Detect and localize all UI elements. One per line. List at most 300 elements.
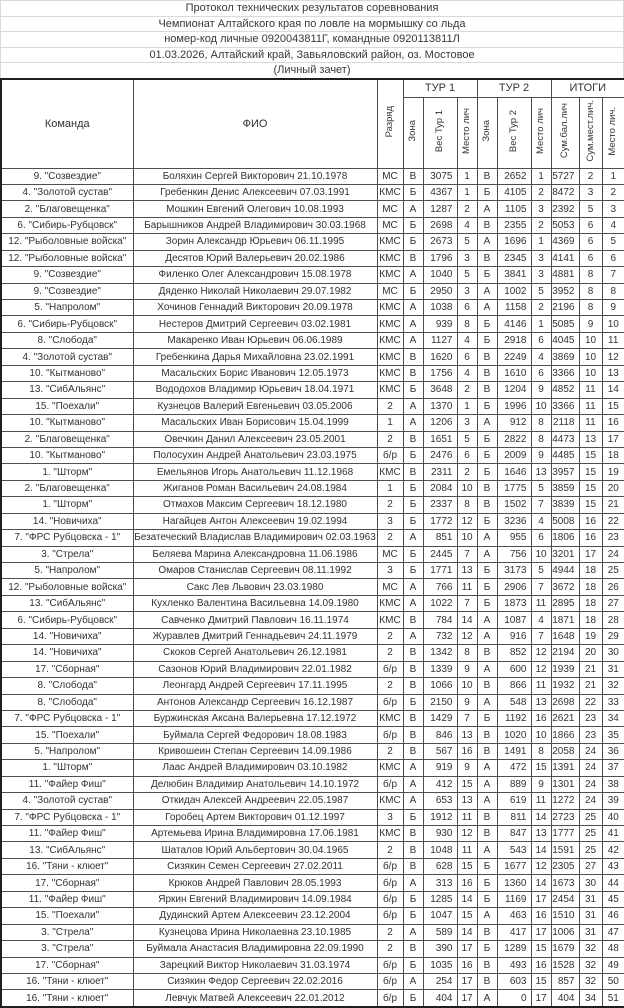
cell-sum-points: 3869 — [551, 349, 579, 365]
cell-weight-tour1: 254 — [423, 973, 457, 989]
cell-place-tour1: 9 — [457, 694, 477, 710]
cell-final-place: 25 — [602, 563, 624, 579]
cell-name: Сизякин Семен Сергеевич 27.02.2011 — [133, 858, 377, 874]
cell-weight-tour2: 2009 — [497, 447, 531, 463]
cell-place-tour1: 5 — [457, 431, 477, 447]
cell-zone-tour1: А — [403, 776, 423, 792]
cell-sum-points: 4369 — [551, 234, 579, 250]
cell-weight-tour2: 1360 — [497, 875, 531, 891]
cell-rank: 2 — [377, 431, 403, 447]
cell-final-place: 49 — [602, 957, 624, 973]
cell-name: Кузнецов Валерий Евгеньевич 03.05.2006 — [133, 398, 377, 414]
cell-zone-tour1: А — [403, 628, 423, 644]
cell-weight-tour2: 4105 — [497, 184, 531, 200]
cell-place-tour2: 15 — [531, 760, 551, 776]
cell-zone-tour1: Б — [403, 447, 423, 463]
cell-team: 2. "Благовещенка" — [1, 480, 133, 496]
cell-zone-tour1: А — [403, 760, 423, 776]
cell-sum-places: 25 — [579, 809, 602, 825]
cell-sum-points: 1939 — [551, 661, 579, 677]
cell-sum-places: 8 — [579, 283, 602, 299]
cell-team: 12. "Рыболовные войска" — [1, 579, 133, 595]
cell-rank: КМС — [377, 316, 403, 332]
cell-zone-tour1: А — [403, 595, 423, 611]
cell-weight-tour2: 1087 — [497, 612, 531, 628]
cell-zone-tour1: А — [403, 530, 423, 546]
cell-place-tour1: 13 — [457, 793, 477, 809]
cell-team: 16. "Тяни - клюет" — [1, 990, 133, 1007]
cell-name: Лаас Андрей Владимирович 03.10.1982 — [133, 760, 377, 776]
cell-place-tour1: 1 — [457, 184, 477, 200]
results-tbody — [1, 168, 624, 1007]
cell-place-tour2: 7 — [531, 579, 551, 595]
cell-final-place: 51 — [602, 990, 624, 1007]
table-row — [1, 398, 624, 414]
cell-zone-tour1: В — [403, 727, 423, 743]
cell-place-tour1: 2 — [457, 464, 477, 480]
cell-name: Гребенкин Денис Алексеевич 07.03.1991 — [133, 184, 377, 200]
cell-zone-tour2: Б — [477, 316, 497, 332]
table-row — [1, 332, 624, 348]
header-group-row — [1, 79, 624, 98]
cell-place-tour1: 3 — [457, 415, 477, 431]
cell-sum-points: 5085 — [551, 316, 579, 332]
cell-place-tour2: 15 — [531, 973, 551, 989]
cell-weight-tour1: 589 — [423, 924, 457, 940]
cell-team: 6. "Сибирь-Рубцовск" — [1, 316, 133, 332]
cell-zone-tour2: В — [477, 809, 497, 825]
cell-sum-points: 5727 — [551, 168, 579, 184]
cell-zone-tour2: А — [477, 530, 497, 546]
table-row — [1, 513, 624, 529]
cell-final-place: 47 — [602, 924, 624, 940]
cell-zone-tour1: А — [403, 300, 423, 316]
cell-place-tour2: 16 — [531, 710, 551, 726]
cell-final-place: 16 — [602, 415, 624, 431]
cell-rank: 2 — [377, 924, 403, 940]
cell-sum-points: 5053 — [551, 217, 579, 233]
cell-zone-tour1: В — [403, 710, 423, 726]
cell-place-tour1: 14 — [457, 891, 477, 907]
cell-place-tour2: 2 — [531, 300, 551, 316]
cell-sum-points: 3957 — [551, 464, 579, 480]
cell-place-tour2: 13 — [531, 826, 551, 842]
cell-zone-tour2: В — [477, 382, 497, 398]
cell-zone-tour2: А — [477, 661, 497, 677]
cell-weight-tour2: 3173 — [497, 563, 531, 579]
cell-place-tour2: 4 — [531, 513, 551, 529]
cell-place-tour1: 8 — [457, 316, 477, 332]
cell-zone-tour1: В — [403, 743, 423, 759]
cell-weight-tour1: 1620 — [423, 349, 457, 365]
cell-team: 5. "Напролом" — [1, 563, 133, 579]
cell-weight-tour2: 1002 — [497, 283, 531, 299]
cell-place-tour1: 9 — [457, 661, 477, 677]
cell-zone-tour1: В — [403, 826, 423, 842]
table-row — [1, 267, 624, 283]
cell-rank: КМС — [377, 595, 403, 611]
cell-final-place: 23 — [602, 530, 624, 546]
cell-weight-tour1: 1038 — [423, 300, 457, 316]
cell-sum-places: 11 — [579, 382, 602, 398]
cell-place-tour1: 3 — [457, 283, 477, 299]
cell-place-tour2: 1 — [531, 234, 551, 250]
cell-rank: б/р — [377, 694, 403, 710]
cell-rank: МС — [377, 201, 403, 217]
table-row — [1, 612, 624, 628]
cell-zone-tour1: А — [403, 924, 423, 940]
cell-sum-places: 18 — [579, 563, 602, 579]
cell-name: Кузнецова Ирина Николаевна 23.10.1985 — [133, 924, 377, 940]
cell-weight-tour2: 912 — [497, 415, 531, 431]
cell-place-tour2: 2 — [531, 184, 551, 200]
table-row — [1, 447, 624, 463]
cell-final-place: 40 — [602, 809, 624, 825]
cell-sum-points: 5008 — [551, 513, 579, 529]
cell-sum-places: 5 — [579, 201, 602, 217]
cell-team: 10. "Кытманово" — [1, 415, 133, 431]
cell-place-tour1: 11 — [457, 809, 477, 825]
cell-zone-tour2: В — [477, 924, 497, 940]
cell-sum-points: 4881 — [551, 267, 579, 283]
cell-zone-tour1: В — [403, 661, 423, 677]
cell-team: 9. "Созвездие" — [1, 267, 133, 283]
cell-place-tour2: 5 — [531, 283, 551, 299]
cell-final-place: 44 — [602, 875, 624, 891]
cell-sum-places: 20 — [579, 645, 602, 661]
cell-name: Боляхин Сергей Викторович 21.10.1978 — [133, 168, 377, 184]
cell-team: 16. "Тяни - клюет" — [1, 973, 133, 989]
table-row — [1, 858, 624, 874]
cell-place-tour1: 5 — [457, 267, 477, 283]
cell-weight-tour2: 1192 — [497, 710, 531, 726]
cell-name: Яркин Евгений Владимирович 14.09.1984 — [133, 891, 377, 907]
cell-sum-places: 13 — [579, 431, 602, 447]
cell-zone-tour2: Б — [477, 398, 497, 414]
cell-zone-tour1: Б — [403, 497, 423, 513]
cell-place-tour2: 6 — [531, 332, 551, 348]
cell-final-place: 31 — [602, 661, 624, 677]
cell-weight-tour1: 1796 — [423, 250, 457, 266]
cell-final-place: 36 — [602, 743, 624, 759]
cell-name: Откидач Алексей Андреевич 22.05.1987 — [133, 793, 377, 809]
cell-name: Сизякин Федор Сергеевич 22.02.2016 — [133, 973, 377, 989]
table-row — [1, 645, 624, 661]
cell-place-tour2: 17 — [531, 924, 551, 940]
cell-name: Левчук Матвей Алексеевич 22.01.2012 — [133, 990, 377, 1007]
cell-zone-tour1: В — [403, 349, 423, 365]
cell-weight-tour2: 4146 — [497, 316, 531, 332]
cell-sum-points: 1866 — [551, 727, 579, 743]
cell-sum-points: 3952 — [551, 283, 579, 299]
cell-team: 2. "Благовещенка" — [1, 201, 133, 217]
cell-weight-tour2: 417 — [497, 924, 531, 940]
cell-final-place: 2 — [602, 184, 624, 200]
cell-team: 13. "СибАльянс" — [1, 842, 133, 858]
cell-name: Отмахов Максим Сергеевич 18.12.1980 — [133, 497, 377, 513]
cell-sum-places: 31 — [579, 891, 602, 907]
table-row — [1, 826, 624, 842]
cell-weight-tour1: 1342 — [423, 645, 457, 661]
cell-weight-tour2: 2355 — [497, 217, 531, 233]
cell-name: Буржинская Аксана Валерьевна 17.12.1972 — [133, 710, 377, 726]
cell-name: Овечкин Данил Алексеевич 23.05.2001 — [133, 431, 377, 447]
cell-weight-tour1: 1287 — [423, 201, 457, 217]
cell-final-place: 34 — [602, 710, 624, 726]
cell-zone-tour1: Б — [403, 480, 423, 496]
table-row — [1, 924, 624, 940]
cell-weight-tour1: 3075 — [423, 168, 457, 184]
cell-sum-points: 2895 — [551, 595, 579, 611]
cell-weight-tour2: 1696 — [497, 234, 531, 250]
cell-weight-tour2: 0 — [497, 990, 531, 1007]
cell-name: Делюбин Владимир Анатольевич 14.10.1972 — [133, 776, 377, 792]
cell-zone-tour1: А — [403, 316, 423, 332]
cell-sum-places: 8 — [579, 300, 602, 316]
cell-sum-points: 4473 — [551, 431, 579, 447]
cell-weight-tour2: 2345 — [497, 250, 531, 266]
table-row — [1, 694, 624, 710]
cell-final-place: 17 — [602, 431, 624, 447]
cell-sum-points: 3839 — [551, 497, 579, 513]
header-weight-tour1: Вес Тур 1 — [423, 97, 457, 168]
cell-rank: б/р — [377, 776, 403, 792]
cell-weight-tour2: 493 — [497, 957, 531, 973]
cell-sum-points: 1648 — [551, 628, 579, 644]
cell-zone-tour2: А — [477, 283, 497, 299]
cell-zone-tour1: А — [403, 973, 423, 989]
cell-sum-places: 17 — [579, 546, 602, 562]
cell-name: Горобец Артем Викторович 01.12.1997 — [133, 809, 377, 825]
cell-weight-tour2: 600 — [497, 661, 531, 677]
header-weight-tour2: Вес Тур 2 — [497, 97, 531, 168]
cell-sum-places: 31 — [579, 908, 602, 924]
cell-sum-places: 10 — [579, 349, 602, 365]
header-team: Команда — [1, 79, 133, 169]
cell-weight-tour2: 2906 — [497, 579, 531, 595]
cell-zone-tour1: Б — [403, 184, 423, 200]
cell-sum-places: 8 — [579, 267, 602, 283]
cell-sum-places: 21 — [579, 661, 602, 677]
cell-zone-tour2: Б — [477, 464, 497, 480]
cell-place-tour2: 16 — [531, 957, 551, 973]
table-row — [1, 217, 624, 233]
cell-team: 14. "Новичиха" — [1, 628, 133, 644]
cell-place-tour2: 9 — [531, 382, 551, 398]
cell-final-place: 41 — [602, 826, 624, 842]
cell-zone-tour2: А — [477, 760, 497, 776]
cell-sum-places: 22 — [579, 694, 602, 710]
cell-name: Масальских Иван Борисович 15.04.1999 — [133, 415, 377, 431]
cell-name: Филенко Олег Александрович 15.08.1978 — [133, 267, 377, 283]
cell-name: Журавлев Дмитрий Геннадьевич 24.11.1979 — [133, 628, 377, 644]
cell-zone-tour1: А — [403, 398, 423, 414]
cell-weight-tour1: 2084 — [423, 480, 457, 496]
cell-zone-tour2: А — [477, 793, 497, 809]
table-row — [1, 908, 624, 924]
cell-final-place: 5 — [602, 234, 624, 250]
cell-place-tour1: 12 — [457, 628, 477, 644]
cell-sum-places: 24 — [579, 760, 602, 776]
table-row — [1, 184, 624, 200]
cell-sum-points: 1591 — [551, 842, 579, 858]
cell-place-tour2: 7 — [531, 628, 551, 644]
cell-place-tour2: 12 — [531, 858, 551, 874]
cell-team: 14. "Новичиха" — [1, 513, 133, 529]
cell-zone-tour1: Б — [403, 891, 423, 907]
cell-sum-places: 11 — [579, 398, 602, 414]
cell-place-tour1: 12 — [457, 513, 477, 529]
cell-weight-tour2: 866 — [497, 678, 531, 694]
cell-sum-places: 25 — [579, 826, 602, 842]
table-row — [1, 365, 624, 381]
cell-weight-tour1: 1429 — [423, 710, 457, 726]
cell-weight-tour1: 2311 — [423, 464, 457, 480]
cell-place-tour1: 7 — [457, 595, 477, 611]
cell-weight-tour2: 3841 — [497, 267, 531, 283]
cell-weight-tour2: 2822 — [497, 431, 531, 447]
table-row — [1, 464, 624, 480]
cell-team: 4. "Золотой сустав" — [1, 793, 133, 809]
cell-final-place: 45 — [602, 891, 624, 907]
table-row — [1, 710, 624, 726]
cell-place-tour1: 4 — [457, 217, 477, 233]
cell-zone-tour2: А — [477, 234, 497, 250]
table-row — [1, 300, 624, 316]
cell-zone-tour1: Б — [403, 908, 423, 924]
cell-weight-tour1: 1651 — [423, 431, 457, 447]
cell-sum-places: 24 — [579, 793, 602, 809]
title-individual-standings: (Личный зачет) — [273, 64, 351, 76]
table-row — [1, 415, 624, 431]
cell-place-tour1: 1 — [457, 398, 477, 414]
title-championship: Чемпионат Алтайского края по ловле на мормышку со льда — [1, 17, 623, 33]
cell-place-tour2: 5 — [531, 563, 551, 579]
cell-final-place: 33 — [602, 694, 624, 710]
cell-name: Шаталов Юрий Альбертович 30.04.1965 — [133, 842, 377, 858]
cell-sum-places: 25 — [579, 842, 602, 858]
cell-zone-tour2: А — [477, 415, 497, 431]
cell-name: Беляева Марина Александровна 11.06.1986 — [133, 546, 377, 562]
cell-zone-tour1: В — [403, 365, 423, 381]
cell-name: Дяденко Николай Николаевич 29.07.1982 — [133, 283, 377, 299]
cell-weight-tour1: 2337 — [423, 497, 457, 513]
cell-sum-places: 11 — [579, 415, 602, 431]
cell-rank: КМС — [377, 760, 403, 776]
cell-name: Гребенкина Дарья Михайловна 23.02.1991 — [133, 349, 377, 365]
cell-sum-points: 8472 — [551, 184, 579, 200]
table-row — [1, 743, 624, 759]
cell-team: 13. "СибАльянс" — [1, 382, 133, 398]
cell-zone-tour2: А — [477, 612, 497, 628]
cell-place-tour1: 16 — [457, 743, 477, 759]
cell-weight-tour2: 1105 — [497, 201, 531, 217]
cell-zone-tour2: В — [477, 743, 497, 759]
cell-sum-points: 1272 — [551, 793, 579, 809]
cell-name: Леонгард Андрей Сергеевич 17.11.1995 — [133, 678, 377, 694]
header-rank: Разряд — [377, 79, 403, 169]
cell-weight-tour2: 1289 — [497, 941, 531, 957]
cell-place-tour2: 6 — [531, 530, 551, 546]
cell-sum-places: 10 — [579, 332, 602, 348]
title-date-location: 01.03.2026, Алтайский край, Завьяловский район, оз. Мостовое — [1, 48, 623, 64]
table-row — [1, 628, 624, 644]
cell-weight-tour2: 916 — [497, 628, 531, 644]
cell-name: Нагайцев Антон Алексеевич 19.02.1994 — [133, 513, 377, 529]
cell-zone-tour1: В — [403, 678, 423, 694]
table-row — [1, 661, 624, 677]
cell-zone-tour1: Б — [403, 990, 423, 1007]
cell-zone-tour2: Б — [477, 875, 497, 891]
cell-final-place: 11 — [602, 332, 624, 348]
cell-sum-points: 2118 — [551, 415, 579, 431]
cell-weight-tour2: 1610 — [497, 365, 531, 381]
header-zone-tour1: Зона — [403, 97, 423, 168]
cell-sum-places: 21 — [579, 678, 602, 694]
table-row — [1, 941, 624, 957]
cell-weight-tour2: 2249 — [497, 349, 531, 365]
cell-weight-tour1: 1047 — [423, 908, 457, 924]
cell-zone-tour2: А — [477, 546, 497, 562]
cell-sum-points: 2723 — [551, 809, 579, 825]
cell-rank: КМС — [377, 612, 403, 628]
cell-team: 8. "Слобода" — [1, 678, 133, 694]
cell-rank: МС — [377, 168, 403, 184]
cell-name: Сакс Лев Львович 23.03.1980 — [133, 579, 377, 595]
cell-weight-tour2: 1020 — [497, 727, 531, 743]
cell-sum-places: 27 — [579, 858, 602, 874]
cell-name: Безатеческий Владислав Владимирович 02.03.1963 — [133, 530, 377, 546]
cell-place-tour1: 14 — [457, 924, 477, 940]
cell-zone-tour2: В — [477, 217, 497, 233]
cell-place-tour2: 10 — [531, 398, 551, 414]
cell-rank: КМС — [377, 250, 403, 266]
cell-sum-points: 3366 — [551, 365, 579, 381]
cell-name: Масальских Борис Иванович 12.05.1973 — [133, 365, 377, 381]
cell-rank: КМС — [377, 365, 403, 381]
cell-team: 10. "Кытманово" — [1, 447, 133, 463]
cell-final-place: 9 — [602, 300, 624, 316]
cell-zone-tour1: Б — [403, 513, 423, 529]
cell-place-tour2: 4 — [531, 612, 551, 628]
cell-sum-points: 2194 — [551, 645, 579, 661]
cell-rank: МС — [377, 579, 403, 595]
cell-zone-tour1: В — [403, 858, 423, 874]
cell-name: Дудинский Артем Алексеевич 23.12.2004 — [133, 908, 377, 924]
cell-zone-tour1: Б — [403, 234, 423, 250]
cell-rank: 3 — [377, 809, 403, 825]
cell-team: 4. "Золотой сустав" — [1, 184, 133, 200]
cell-zone-tour2: А — [477, 300, 497, 316]
cell-name: Десятов Юрий Валерьевич 20.02.1986 — [133, 250, 377, 266]
cell-zone-tour1: В — [403, 431, 423, 447]
cell-final-place: 12 — [602, 349, 624, 365]
cell-place-tour2: 17 — [531, 891, 551, 907]
cell-sum-places: 3 — [579, 184, 602, 200]
cell-weight-tour2: 1158 — [497, 300, 531, 316]
table-row — [1, 973, 624, 989]
cell-sum-points: 1871 — [551, 612, 579, 628]
cell-zone-tour1: В — [403, 842, 423, 858]
cell-team: 14. "Новичиха" — [1, 645, 133, 661]
cell-rank: 2 — [377, 398, 403, 414]
cell-sum-places: 24 — [579, 743, 602, 759]
table-row — [1, 250, 624, 266]
cell-weight-tour2: 1996 — [497, 398, 531, 414]
cell-place-tour2: 15 — [531, 941, 551, 957]
cell-sum-places: 15 — [579, 464, 602, 480]
header-place-tour2: Место лич — [531, 97, 551, 168]
